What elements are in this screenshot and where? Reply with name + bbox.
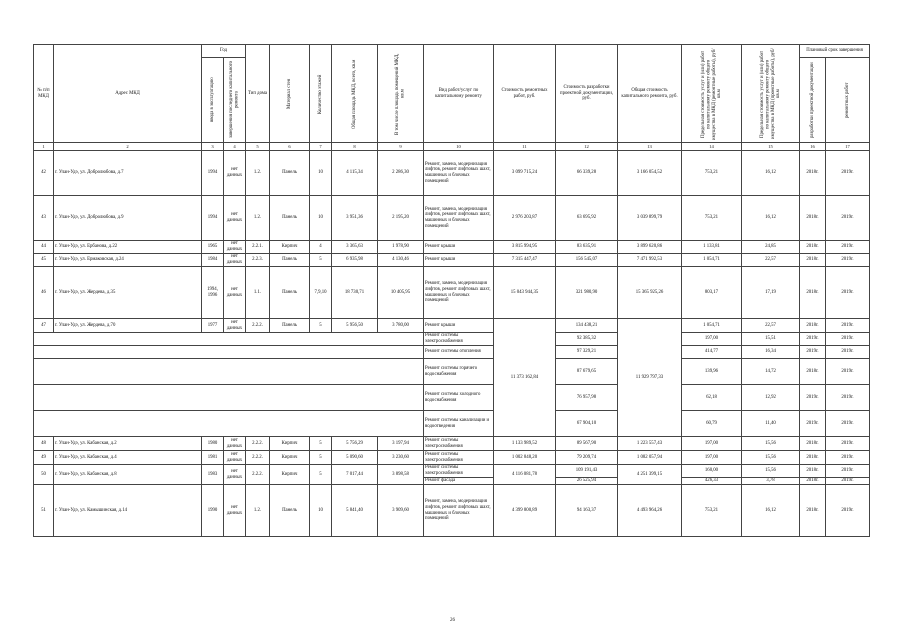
cell-max-cost-design: 15,56 bbox=[742, 465, 800, 478]
header-term-design: разработки проектной документации bbox=[800, 58, 826, 143]
cell-total-area: 3 951,36 bbox=[332, 196, 378, 241]
col-number: 10 bbox=[424, 143, 494, 151]
table-row bbox=[34, 254, 870, 267]
cell-wall-material: Кирпич bbox=[270, 451, 310, 465]
cell-max-cost-repair: 414,77 bbox=[682, 346, 742, 359]
cell-max-cost-design: 3,78 bbox=[742, 478, 800, 485]
cell-num: 44 bbox=[34, 241, 54, 254]
cell-premises-area: 3 230,60 bbox=[378, 451, 424, 465]
cell-wall-material: Панель bbox=[270, 196, 310, 241]
cell-work-type: Ремонт фасада bbox=[424, 478, 494, 485]
cell-design-cost: 156 545,07 bbox=[556, 254, 618, 267]
cell-max-cost-repair: 197,00 bbox=[682, 451, 742, 465]
cell-work-type: Ремонт, замена, модернизация лифтов, ремонт лифтовых шахт, машинных и блочных помещений bbox=[424, 196, 494, 241]
cell-max-cost-design: 16,12 bbox=[742, 196, 800, 241]
header-total-cost: Общая стоимость капитального ремонта, руб. bbox=[618, 45, 682, 143]
cell-term-repair: 2019г. bbox=[826, 437, 870, 451]
cell-max-cost-design: 22,57 bbox=[742, 254, 800, 267]
table-row bbox=[34, 411, 870, 437]
table-row bbox=[34, 319, 870, 333]
cell-house-type: 2.2.1. bbox=[246, 241, 270, 254]
cell-year-last-repair: нет данных bbox=[224, 437, 246, 451]
cell-total-cost: 4 251 399,15 bbox=[618, 465, 682, 485]
header-wall-material: Материал стен bbox=[270, 45, 310, 143]
cell-premises-area: 3 197,94 bbox=[378, 437, 424, 451]
cell-term-repair: 2019г. bbox=[826, 241, 870, 254]
cell-num: 49 bbox=[34, 451, 54, 465]
header-max-cost-repair: Предельная стоимость услуг и (или) работ по капитальному ремонту общего имущества в МКД (ремонтные работы), руб/кв.м bbox=[682, 45, 742, 143]
col-number: 8 bbox=[332, 143, 378, 151]
header-row-1 bbox=[34, 45, 870, 58]
cell-work-type: Ремонт системы электроснабжения bbox=[424, 465, 494, 478]
cell-total-cost: 11 929 797,33 bbox=[618, 319, 682, 437]
cell-work-type: Ремонт системы канализации и водоотведения bbox=[424, 411, 494, 437]
cell-work-type: Ремонт системы электроснабжения bbox=[424, 451, 494, 465]
header-premises-area: В том числе площадь помещений МКД, кв.м bbox=[378, 45, 424, 143]
table-row bbox=[34, 437, 870, 451]
cell-work-type: Ремонт, замена, модернизация лифтов, ремонт лифтовых шахт, машинных и блочных помещений bbox=[424, 485, 494, 537]
table-row bbox=[34, 451, 870, 465]
cell-address: г. Улан-Удэ, ул. Кабанская, д.2 bbox=[54, 437, 202, 451]
cell-term-repair: 2019г. bbox=[826, 478, 870, 485]
cell-year-last-repair: нет данных bbox=[224, 319, 246, 333]
cell-work-type: Ремонт, замена, модернизация лифтов, ремонт лифтовых шахт, машинных и блочных помещений bbox=[424, 267, 494, 319]
cell-house-type: 1.1. bbox=[246, 267, 270, 319]
cell-total-cost: 4 493 964,26 bbox=[618, 485, 682, 537]
header-num: № п/п МКД bbox=[34, 45, 54, 143]
cell-wall-material: Панель bbox=[270, 267, 310, 319]
cell-premises-area: 2 286,30 bbox=[378, 151, 424, 196]
cell-design-cost: 76 957,98 bbox=[556, 385, 618, 411]
cell-term-repair: 2019г. bbox=[826, 359, 870, 385]
cell-address: г. Улан-Удэ, ул. Жердева, д.70 bbox=[54, 319, 202, 333]
cell-year-commission: 1984 bbox=[202, 254, 224, 267]
cell-max-cost-design: 15,56 bbox=[742, 451, 800, 465]
col-number: 14 bbox=[682, 143, 742, 151]
cell-max-cost-repair: 1 054,71 bbox=[682, 319, 742, 333]
cell-max-cost-design: 12,92 bbox=[742, 385, 800, 411]
cell-design-cost: 109 191,43 bbox=[556, 465, 618, 478]
cell-term-design: 2018г. bbox=[800, 359, 826, 385]
cell-total-cost: 7 471 992,53 bbox=[618, 254, 682, 267]
cell-floors: 5 bbox=[310, 254, 332, 267]
table-row bbox=[34, 151, 870, 196]
cell-year-commission: 1994 bbox=[202, 196, 224, 241]
cell-term-repair: 2019г. bbox=[826, 254, 870, 267]
cell-term-repair: 2019г. bbox=[826, 485, 870, 537]
header-floors: Количество этажей bbox=[310, 45, 332, 143]
cell-max-cost-repair: 1 054,71 bbox=[682, 254, 742, 267]
cell-floors: 7,9,10 bbox=[310, 267, 332, 319]
cell-premises-area: 3 909,60 bbox=[378, 485, 424, 537]
cell-max-cost-repair: 139,96 bbox=[682, 359, 742, 385]
cell-premises-area: 4 130,46 bbox=[378, 254, 424, 267]
cell-design-cost: 94 163,37 bbox=[556, 485, 618, 537]
cell-term-design: 2018г. bbox=[800, 241, 826, 254]
cell-num: 50 bbox=[34, 465, 54, 485]
cell-year-commission: 1965 bbox=[202, 241, 224, 254]
cell-year-commission: 1983 bbox=[202, 465, 224, 485]
cell-floors: 4 bbox=[310, 241, 332, 254]
header-address: Адрес МКД bbox=[54, 45, 202, 143]
cell-address: г. Улан-Удэ, ул. Кабанская, д.4 bbox=[54, 451, 202, 465]
cell-work-type: Ремонт крыши bbox=[424, 254, 494, 267]
cell-term-repair: 2019г. bbox=[826, 385, 870, 411]
cell-work-type: Ремонт крыши bbox=[424, 241, 494, 254]
cell-design-cost: 83 635,91 bbox=[556, 241, 618, 254]
cell-year-commission: 1980 bbox=[202, 437, 224, 451]
header-year: Год bbox=[202, 45, 246, 58]
cell-num: 51 bbox=[34, 485, 54, 537]
cell-term-repair: 2019г. bbox=[826, 346, 870, 359]
cell-year-last-repair: нет данных bbox=[224, 267, 246, 319]
cell-term-design: 2018г. bbox=[800, 485, 826, 537]
cell-term-repair: 2019г. bbox=[826, 196, 870, 241]
table-row bbox=[34, 267, 870, 319]
cell-year-commission: 1994 bbox=[202, 151, 224, 196]
cell-term-design: 2018г. bbox=[800, 465, 826, 478]
cell-term-repair: 2019г. bbox=[826, 451, 870, 465]
cell-year-last-repair: нет данных bbox=[224, 254, 246, 267]
cell-address: г. Улан-Удэ, ул. Камышинская, д.14 bbox=[54, 485, 202, 537]
cell-design-cost: 134 438,21 bbox=[556, 319, 618, 333]
cell-num: 42 bbox=[34, 151, 54, 196]
cell-total-area: 5 841,40 bbox=[332, 485, 378, 537]
cell-num: 45 bbox=[34, 254, 54, 267]
cell-wall-material: Панель bbox=[270, 485, 310, 537]
cell-term-design: 2018г. bbox=[800, 196, 826, 241]
cell-house-type: 1.2. bbox=[246, 485, 270, 537]
col-number: 11 bbox=[494, 143, 556, 151]
cell-premises-area: 1 978,90 bbox=[378, 241, 424, 254]
col-number: 3 bbox=[202, 143, 224, 151]
cell-max-cost-repair: 62,18 bbox=[682, 385, 742, 411]
cell-max-cost-design: 11,40 bbox=[742, 411, 800, 437]
cell-total-cost: 3 166 054,52 bbox=[618, 151, 682, 196]
cell-total-area: 7 017,44 bbox=[332, 465, 378, 485]
cell-address: г. Улан-Удэ, ул. Ербанова, д.22 bbox=[54, 241, 202, 254]
cell-year-last-repair: нет данных bbox=[224, 196, 246, 241]
cell-total-area: 3 365,63 bbox=[332, 241, 378, 254]
cell-term-design: 2019г. bbox=[800, 333, 826, 346]
cell-num: 43 bbox=[34, 196, 54, 241]
cell-max-cost-design: 16,12 bbox=[742, 151, 800, 196]
cell-premises-area: 3 780,00 bbox=[378, 319, 424, 333]
cell-max-cost-design: 14,72 bbox=[742, 359, 800, 385]
cell-max-cost-design: 15,51 bbox=[742, 333, 800, 346]
table-row bbox=[34, 241, 870, 254]
cell-design-cost: 67 904,10 bbox=[556, 411, 618, 437]
cell-address: г. Улан-Удэ, ул. Жердева, д.35 bbox=[54, 267, 202, 319]
cell-term-design: 2018г. bbox=[800, 478, 826, 485]
cell-year-commission: 1977 bbox=[202, 319, 224, 333]
col-number: 13 bbox=[618, 143, 682, 151]
cell-house-type: 1.2. bbox=[246, 196, 270, 241]
cell-wall-material: Кирпич bbox=[270, 241, 310, 254]
cell-term-design: 2019г. bbox=[800, 411, 826, 437]
cell-floors: 5 bbox=[310, 465, 332, 485]
cell-floors: 10 bbox=[310, 196, 332, 241]
cell-year-last-repair: нет данных bbox=[224, 151, 246, 196]
cell-year-last-repair: нет данных bbox=[224, 241, 246, 254]
cell-term-repair: 2019г. bbox=[826, 319, 870, 333]
cell-num: 48 bbox=[34, 437, 54, 451]
cell-design-cost: 321 980,90 bbox=[556, 267, 618, 319]
cell-term-design: 2018г. bbox=[800, 254, 826, 267]
cell-max-cost-design: 22,57 bbox=[742, 319, 800, 333]
cell-max-cost-design: 15,56 bbox=[742, 437, 800, 451]
cell-year-commission: 1994, 1996 bbox=[202, 267, 224, 319]
header-work-type: Вид работ/услуг по капитальному ремонту bbox=[424, 45, 494, 143]
cell-work-type: Ремонт, замена, модернизация лифтов, ремонт лифтовых шахт, машинных и блочных помещений bbox=[424, 151, 494, 196]
cell-max-cost-repair: 803,17 bbox=[682, 267, 742, 319]
cell-wall-material: Кирпич bbox=[270, 437, 310, 451]
header-repair-cost: Стоимость ремонтных работ, руб. bbox=[494, 45, 556, 143]
cell-max-cost-repair: 426,33 bbox=[682, 478, 742, 485]
cell-total-cost: 15 365 925,26 bbox=[618, 267, 682, 319]
cell-term-design: 2019г. bbox=[800, 385, 826, 411]
cell-term-repair: 2019г. bbox=[826, 151, 870, 196]
table-row bbox=[34, 385, 870, 411]
cell-year-last-repair: нет данных bbox=[224, 465, 246, 485]
cell-term-design: 2018г. bbox=[800, 437, 826, 451]
cell-year-last-repair: нет данных bbox=[224, 485, 246, 537]
cell-wall-material: Кирпич bbox=[270, 465, 310, 485]
cell-num: 46 bbox=[34, 267, 54, 319]
cell-house-type: 2.2.3. bbox=[246, 254, 270, 267]
header-year-last-repair: завершения последнего капитального ремонта bbox=[224, 58, 246, 143]
cell-repair-cost: 11 373 162,84 bbox=[494, 319, 556, 437]
cell-wall-material: Панель bbox=[270, 254, 310, 267]
cell-max-cost-repair: 1 133,81 bbox=[682, 241, 742, 254]
cell-term-repair: 2019г. bbox=[826, 465, 870, 478]
cell-repair-cost: 15 043 944,35 bbox=[494, 267, 556, 319]
cell-max-cost-design: 17,19 bbox=[742, 267, 800, 319]
header-max-cost-design: Предельная стоимость услуг и (или) работ по капитальному ремонту общего имущества в МКД (проектные работы), руб/кв.м bbox=[742, 45, 800, 143]
cell-repair-cost: 4 399 800,89 bbox=[494, 485, 556, 537]
col-number: 7 bbox=[310, 143, 332, 151]
header-total-area: Общая площадь МКД, всего, кв.м bbox=[332, 45, 378, 143]
cell-work-type: Ремонт системы отопления bbox=[424, 346, 494, 359]
cell-address: г. Улан-Удэ, ул. Ермаковская, д.24 bbox=[54, 254, 202, 267]
cell-premises-area: 10 405,95 bbox=[378, 267, 424, 319]
cell-address: г. Улан-Удэ, ул. Добролюбова, д.7 bbox=[54, 151, 202, 196]
cell-floors: 5 bbox=[310, 437, 332, 451]
cell-term-design: 2018г. bbox=[800, 319, 826, 333]
cell-repair-cost: 3 099 715,24 bbox=[494, 151, 556, 196]
empty-cell bbox=[34, 346, 424, 359]
empty-cell bbox=[34, 411, 424, 437]
cell-term-design: 2018г. bbox=[800, 451, 826, 465]
cell-design-cost: 97 329,21 bbox=[556, 346, 618, 359]
cell-year-commission: 1990 bbox=[202, 485, 224, 537]
cell-term-design: 2018г. bbox=[800, 267, 826, 319]
header-year-commission: ввода в эксплуатацию bbox=[202, 58, 224, 143]
cell-premises-area: 2 195,20 bbox=[378, 196, 424, 241]
cell-year-commission: 1981 bbox=[202, 451, 224, 465]
cell-design-cost: 87 679,65 bbox=[556, 359, 618, 385]
cell-max-cost-repair: 753,21 bbox=[682, 485, 742, 537]
col-number: 12 bbox=[556, 143, 618, 151]
cell-floors: 10 bbox=[310, 151, 332, 196]
cell-design-cost: 26 525,94 bbox=[556, 478, 618, 485]
page-number: 26 bbox=[450, 618, 455, 623]
cell-max-cost-design: 24,85 bbox=[742, 241, 800, 254]
col-number: 5 bbox=[246, 143, 270, 151]
cell-total-cost: 1 223 557,43 bbox=[618, 437, 682, 451]
cell-design-cost: 92 385,32 bbox=[556, 333, 618, 346]
cell-max-cost-repair: 197,00 bbox=[682, 437, 742, 451]
cell-total-area: 5 956,50 bbox=[332, 319, 378, 333]
cell-total-area: 5 090,60 bbox=[332, 451, 378, 465]
cell-floors: 10 bbox=[310, 485, 332, 537]
cell-year-last-repair: нет данных bbox=[224, 451, 246, 465]
col-number: 17 bbox=[826, 143, 870, 151]
table-row bbox=[34, 333, 870, 346]
cell-total-cost: 3 039 899,79 bbox=[618, 196, 682, 241]
cell-wall-material: Панель bbox=[270, 151, 310, 196]
cell-max-cost-repair: 753,21 bbox=[682, 151, 742, 196]
column-numbers-row bbox=[34, 143, 870, 151]
cell-max-cost-design: 16,34 bbox=[742, 346, 800, 359]
cell-total-area: 4 115,34 bbox=[332, 151, 378, 196]
cell-house-type: 2.2.2. bbox=[246, 437, 270, 451]
col-number: 6 bbox=[270, 143, 310, 151]
cell-term-repair: 2019г. bbox=[826, 333, 870, 346]
cell-design-cost: 63 695,92 bbox=[556, 196, 618, 241]
cell-work-type: Ремонт системы горячего водоснабжения bbox=[424, 359, 494, 385]
cell-term-repair: 2019г. bbox=[826, 411, 870, 437]
header-design-cost: Стоимость разработки проектной документации, руб. bbox=[556, 45, 618, 143]
cell-floors: 5 bbox=[310, 319, 332, 333]
cell-repair-cost: 4 116 081,78 bbox=[494, 465, 556, 485]
cell-total-area: 6 935,98 bbox=[332, 254, 378, 267]
col-number: 4 bbox=[224, 143, 246, 151]
empty-cell bbox=[34, 359, 424, 385]
cell-max-cost-repair: 60,79 bbox=[682, 411, 742, 437]
cell-total-cost: 3 899 620,86 bbox=[618, 241, 682, 254]
empty-cell bbox=[34, 385, 424, 411]
cell-repair-cost: 2 976 203,87 bbox=[494, 196, 556, 241]
cell-num: 47 bbox=[34, 319, 54, 333]
repair-plan-table bbox=[33, 44, 870, 537]
cell-max-cost-repair: 753,21 bbox=[682, 196, 742, 241]
cell-design-cost: 89 567,90 bbox=[556, 437, 618, 451]
cell-premises-area: 3 898,58 bbox=[378, 465, 424, 485]
cell-design-cost: 66 339,28 bbox=[556, 151, 618, 196]
table-row bbox=[34, 485, 870, 537]
table-row bbox=[34, 465, 870, 478]
cell-house-type: 2.2.2. bbox=[246, 451, 270, 465]
cell-max-cost-design: 16,12 bbox=[742, 485, 800, 537]
cell-work-type: Ремонт системы электроснабжения bbox=[424, 437, 494, 451]
cell-total-area: 18 730,71 bbox=[332, 267, 378, 319]
cell-total-area: 5 756,29 bbox=[332, 437, 378, 451]
cell-repair-cost: 3 815 994,95 bbox=[494, 241, 556, 254]
cell-total-cost: 1 082 057,94 bbox=[618, 451, 682, 465]
cell-repair-cost: 1 133 989,52 bbox=[494, 437, 556, 451]
table-row bbox=[34, 196, 870, 241]
col-number: 15 bbox=[742, 143, 800, 151]
cell-max-cost-repair: 160,00 bbox=[682, 465, 742, 478]
col-number: 9 bbox=[378, 143, 424, 151]
header-planned-term: Плановый срок завершения bbox=[800, 45, 870, 58]
col-number: 1 bbox=[34, 143, 54, 151]
cell-house-type: 1.2. bbox=[246, 151, 270, 196]
cell-term-design: 2019г. bbox=[800, 346, 826, 359]
cell-work-type: Ремонт системы холодного водоснабжения bbox=[424, 385, 494, 411]
cell-repair-cost: 1 002 848,20 bbox=[494, 451, 556, 465]
empty-cell bbox=[34, 333, 424, 346]
table-row bbox=[34, 359, 870, 385]
cell-address: г. Улан-Удэ, ул. Кабанская, д.8 bbox=[54, 465, 202, 485]
cell-term-design: 2018г. bbox=[800, 151, 826, 196]
cell-wall-material: Панель bbox=[270, 319, 310, 333]
cell-work-type: Ремонт крыши bbox=[424, 319, 494, 333]
cell-house-type: 2.2.2. bbox=[246, 465, 270, 485]
col-number: 2 bbox=[54, 143, 202, 151]
header-term-repair: ремонтных работ bbox=[826, 58, 870, 143]
cell-term-repair: 2019г. bbox=[826, 267, 870, 319]
cell-address: г. Улан-Удэ, ул. Добролюбова, д.9 bbox=[54, 196, 202, 241]
cell-repair-cost: 7 315 447,47 bbox=[494, 254, 556, 267]
cell-house-type: 2.2.2. bbox=[246, 319, 270, 333]
cell-design-cost: 79 209,74 bbox=[556, 451, 618, 465]
capital-repair-table-page bbox=[33, 44, 869, 537]
cell-floors: 5 bbox=[310, 451, 332, 465]
table-row bbox=[34, 346, 870, 359]
cell-work-type: Ремонт системы электроснабжения bbox=[424, 333, 494, 346]
header-house-type: Тип дома bbox=[246, 45, 270, 143]
col-number: 16 bbox=[800, 143, 826, 151]
cell-max-cost-repair: 197,00 bbox=[682, 333, 742, 346]
